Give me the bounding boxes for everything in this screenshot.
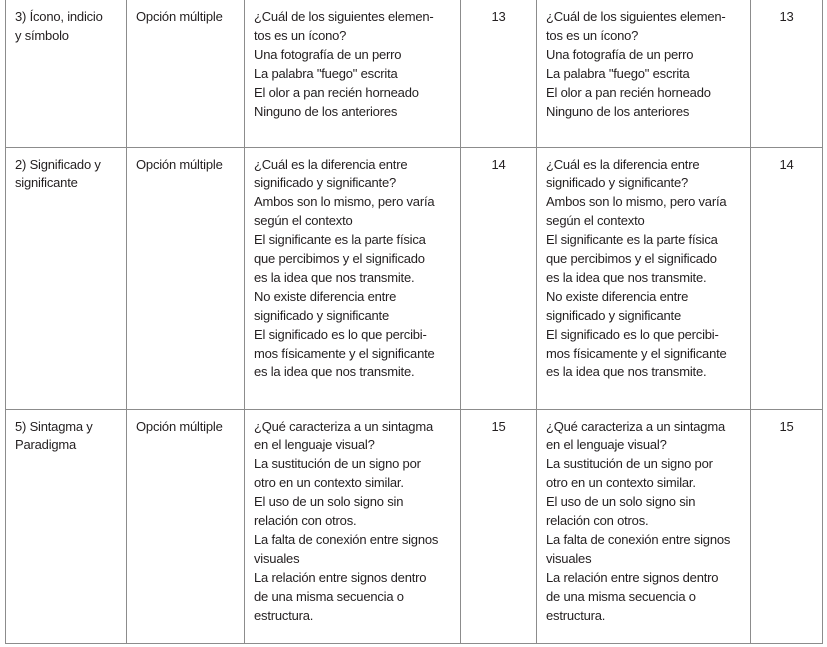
question-line: visuales [254,550,300,566]
question-line: tos es un ícono? [254,27,347,43]
question-line: significado y significante [546,307,681,323]
question-line: relación con otros. [254,513,357,529]
question-line: otro en un contexto similar. [546,475,696,491]
topic-line: y símbolo [15,27,69,43]
question-line: La sustitución de un signo por [546,456,713,472]
question-line: El uso de un solo signo sin [546,494,696,510]
question-line: relación con otros. [546,513,649,529]
question-line: ¿Qué caracteriza a un sintagma [254,418,433,434]
topic-cell [6,147,127,409]
question-line: La palabra "fuego" escrita [546,65,690,81]
question-number-cell [461,147,537,409]
question-line: en el lenguaje visual? [254,437,375,453]
question-line: No existe diferencia entre [546,288,689,304]
question-cell-repeat [537,409,751,643]
question-number-cell-repeat [751,409,823,643]
topic-line: Paradigma [15,437,77,453]
question-number: 13 [491,9,506,24]
question-line: El uso de un solo signo sin [254,494,404,510]
question-line: Una fotografía de un perro [254,46,402,62]
question-line: visuales [546,550,592,566]
topic-line: 5) Sintagma y [15,418,93,434]
question-line: estructura. [546,607,606,623]
table-row [6,147,823,409]
question-line: La sustitución de un signo por [254,456,421,472]
question-number: 14 [779,156,794,172]
topic-line: 3) Ícono, indicio [15,9,103,24]
question-line: es la idea que nos transmite. [254,269,415,285]
question-line: La falta de conexión entre signos [254,531,439,547]
question-number: 15 [779,418,794,434]
topic-line: 2) Significado y [15,156,101,172]
question-number-cell [461,0,537,147]
question-type-cell [127,147,245,409]
question-line: mos físicamente y el significante [546,345,727,361]
question-type: Opción múltiple [136,418,223,434]
question-line: que percibimos y el significado [546,251,717,267]
question-line: ¿Cuál de los siguientes elemen- [254,9,434,24]
question-line: tos es un ícono? [546,27,639,43]
topic-cell [6,0,127,147]
question-cell [245,409,461,643]
question-line: La palabra "fuego" escrita [254,65,398,81]
question-line: de una misma secuencia o [254,588,404,604]
question-type-cell [127,0,245,147]
question-line: No existe diferencia entre [254,288,397,304]
question-line: ¿Cuál de los siguientes elemen- [546,9,726,24]
question-line: ¿Qué caracteriza a un sintagma [546,418,725,434]
question-number-cell-repeat [751,0,823,147]
question-cell [245,147,461,409]
topic-line: significante [15,175,78,191]
question-line: que percibimos y el significado [254,251,425,267]
question-number-cell-repeat [751,147,823,409]
question-line: Ambos son lo mismo, pero varía [254,194,435,210]
table-row [6,0,823,147]
question-line: significado y significante [254,307,389,323]
question-line: ¿Cuál es la diferencia entre [254,156,408,172]
question-line: es la idea que nos transmite. [546,364,707,380]
question-line: Ninguno de los anteriores [546,103,690,119]
question-type: Opción múltiple [136,156,223,172]
question-line: mos físicamente y el significante [254,345,435,361]
question-line: El olor a pan recién horneado [254,84,419,100]
question-number: 15 [491,418,506,434]
question-type: Opción múltiple [136,9,223,24]
question-line: El olor a pan recién horneado [546,84,711,100]
question-line: es la idea que nos transmite. [254,364,415,380]
question-line: Ambos son lo mismo, pero varía [546,194,727,210]
table-row [6,409,823,643]
question-cell [245,0,461,147]
question-line: en el lenguaje visual? [546,437,667,453]
question-line: es la idea que nos transmite. [546,269,707,285]
question-line: El significante es la parte física [254,232,426,248]
question-number: 14 [491,156,506,172]
question-number: 13 [779,9,794,24]
question-line: de una misma secuencia o [546,588,696,604]
question-line: El significado es lo que percibi- [546,326,719,342]
question-line: significado y significante? [254,175,397,191]
question-line: significado y significante? [546,175,689,191]
question-number-cell [461,409,537,643]
question-type-cell [127,409,245,643]
question-line: estructura. [254,607,314,623]
question-line: La relación entre signos dentro [546,569,719,585]
question-line: Ninguno de los anteriores [254,103,398,119]
questions-table [5,0,823,644]
question-line: El significante es la parte física [546,232,718,248]
question-line: ¿Cuál es la diferencia entre [546,156,700,172]
question-cell-repeat [537,0,751,147]
question-line: La relación entre signos dentro [254,569,427,585]
question-cell-repeat [537,147,751,409]
question-line: Una fotografía de un perro [546,46,694,62]
question-line: otro en un contexto similar. [254,475,404,491]
question-line: según el contexto [546,213,645,229]
topic-cell [6,409,127,643]
question-line: El significado es lo que percibi- [254,326,427,342]
question-line: según el contexto [254,213,353,229]
question-line: La falta de conexión entre signos [546,531,731,547]
